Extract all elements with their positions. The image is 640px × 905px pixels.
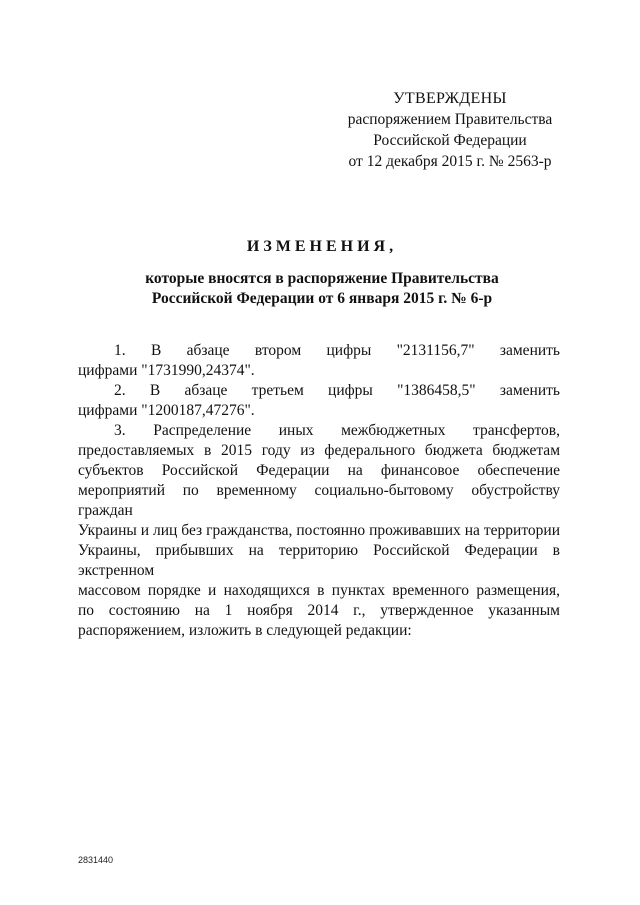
document-title: ИЗМЕНЕНИЯ, — [246, 238, 398, 255]
approval-heading: УТВЕРЖДЕНЫ — [393, 90, 507, 107]
document-id-number: 2831440 — [78, 855, 114, 865]
item-3 — [78, 421, 560, 641]
item-3-line-1: 3. Распределение иных межбюджетных трансфертов, — [114, 422, 560, 439]
item-3-line-8: по состоянию на 1 ноября 2014 г., утвержденное указанным — [78, 602, 560, 619]
document-heading — [90, 236, 554, 309]
item-3-line-2: предоставляемых в 2015 году из федерального бюджета бюджетам — [78, 442, 560, 459]
approval-line-2: распоряжением Правительства — [347, 111, 553, 128]
item-3-line-3: субъектов Российской Федерации на финансовое обеспечение — [78, 462, 560, 479]
document-subtitle-line-1: которые вносятся в распоряжение Правительства — [145, 270, 499, 287]
item-3-line-4: мероприятий по временному социально-бытовому обустройству граждан — [78, 482, 560, 519]
item-3-line-7: массовом порядке и находящихся в пунктах временного размещения, — [78, 582, 560, 599]
approval-block — [330, 88, 570, 172]
item-2-line-1: 2. В абзаце третьем цифры "1386458,5" заменить — [114, 382, 560, 399]
item-3-line-9: распоряжением, изложить в следующей редакции: — [78, 622, 412, 639]
item-3-line-5: Украины и лиц без гражданства, постоянно проживавших на территории — [78, 522, 560, 539]
approval-line-4: от 12 декабря 2015 г. № 2563-р — [348, 153, 552, 170]
document-subtitle — [90, 269, 554, 309]
item-2-line-2: цифрами "1200187,47276". — [78, 402, 255, 419]
document-body — [78, 341, 560, 641]
item-1-line-1: 1. В абзаце втором цифры "2131156,7" заменить — [114, 342, 560, 359]
approval-line-3: Российской Федерации — [373, 132, 527, 149]
document-subtitle-line-2: Российской Федерации от 6 января 2015 г. № 6-р — [151, 290, 493, 307]
item-3-line-6: Украины, прибывших на территорию Российской Федерации в экстренном — [78, 542, 560, 579]
item-2 — [78, 381, 560, 421]
item-1-line-2: цифрами "1731990,24374". — [78, 362, 255, 379]
item-1 — [78, 341, 560, 381]
